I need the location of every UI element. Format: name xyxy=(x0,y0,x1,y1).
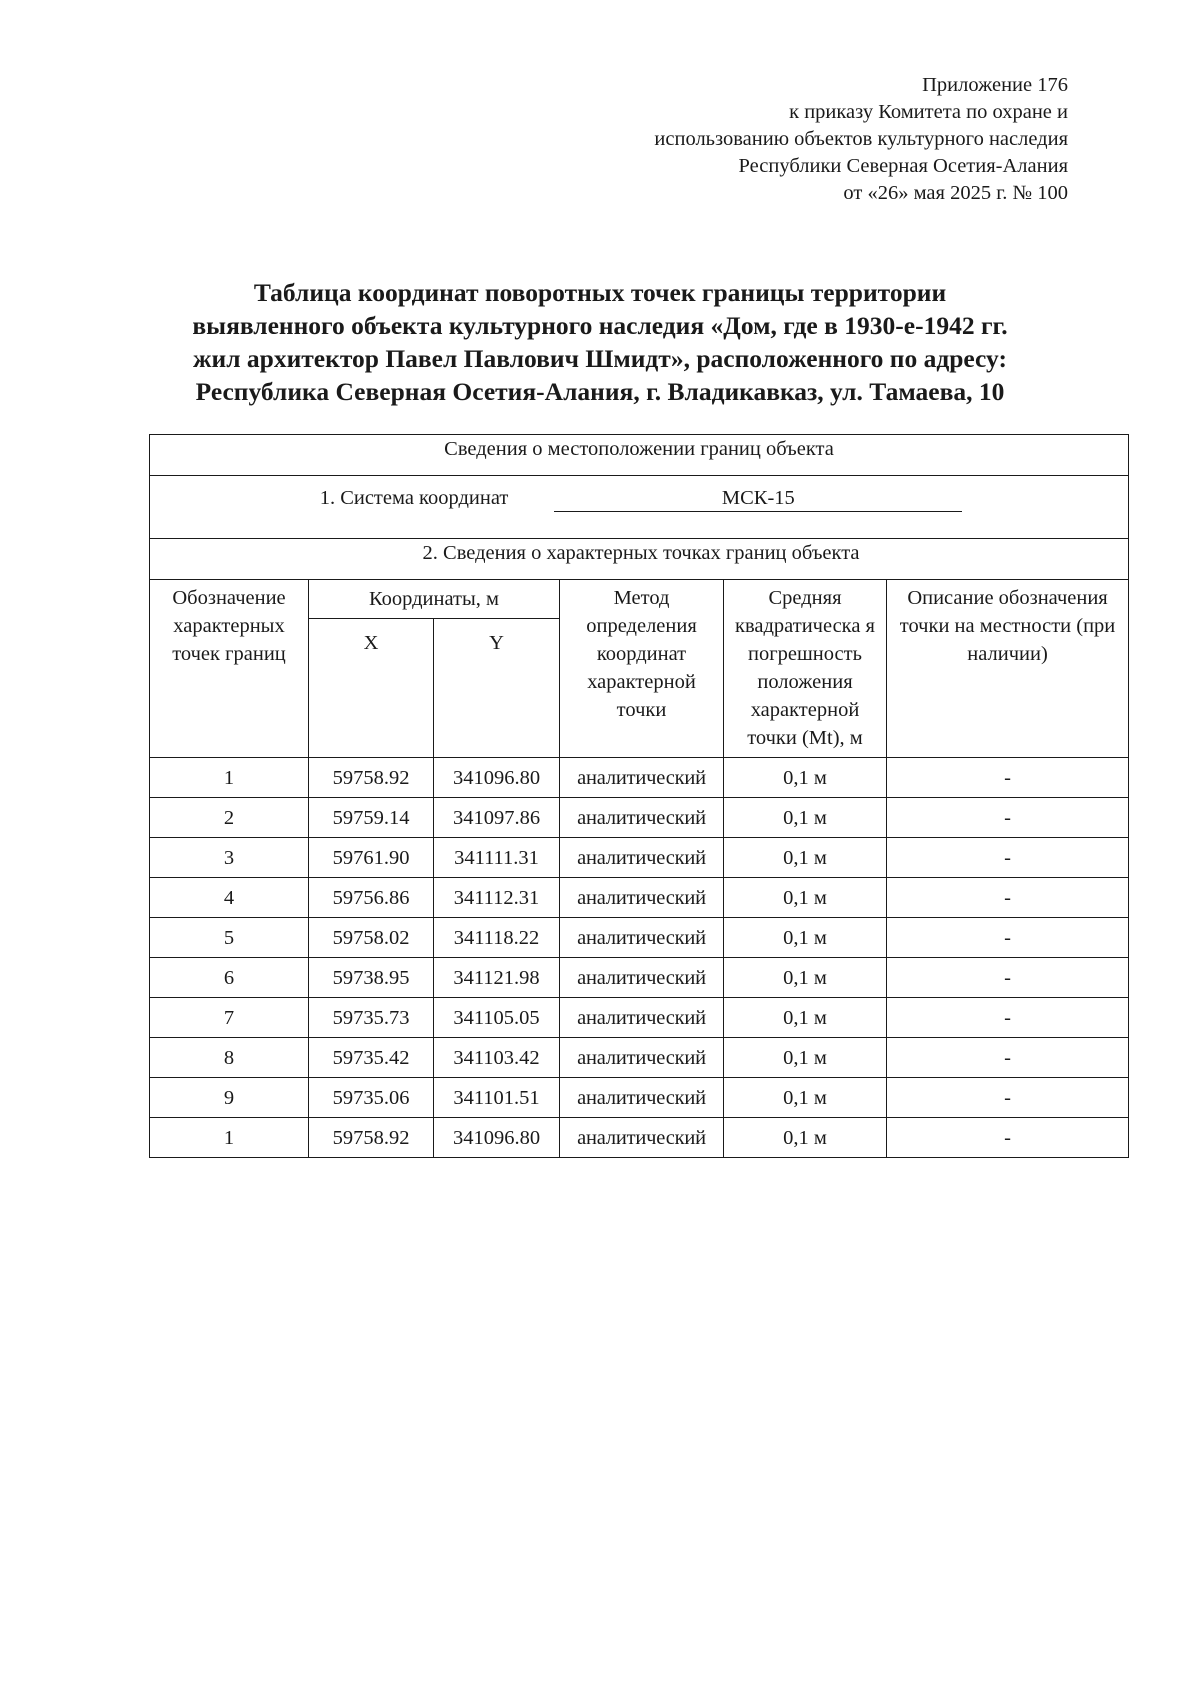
cell-description: - xyxy=(887,958,1129,998)
cell-y: 341101.51 xyxy=(434,1078,560,1118)
cell-method: аналитический xyxy=(560,918,724,958)
cell-method: аналитический xyxy=(560,1078,724,1118)
cell-x: 59759.14 xyxy=(309,798,434,838)
table-row xyxy=(150,758,1129,798)
cell-point: 3 xyxy=(150,838,309,878)
table-row xyxy=(150,878,1129,918)
cell-point: 1 xyxy=(150,1118,309,1158)
cell-x: 59761.90 xyxy=(309,838,434,878)
cell-x: 59758.92 xyxy=(309,758,434,798)
table-row xyxy=(150,1038,1129,1078)
cell-error: 0,1 м xyxy=(724,1078,887,1118)
cell-point: 4 xyxy=(150,878,309,918)
cell-method: аналитический xyxy=(560,798,724,838)
cell-description: - xyxy=(887,1078,1129,1118)
header-error-text: Средняя квадратическа я погрешность положения характерной точки (Mt), м xyxy=(735,587,875,749)
cell-method: аналитический xyxy=(560,758,724,798)
coordinates-table xyxy=(149,434,1129,1158)
appendix-line: от «26» мая 2025 г. № 100 xyxy=(843,182,1068,204)
section-heading: Сведения о местоположении границ объекта xyxy=(150,435,1129,476)
cell-y: 341121.98 xyxy=(434,958,560,998)
cell-method: аналитический xyxy=(560,1118,724,1158)
header-coordinates: Координаты, м xyxy=(309,580,560,619)
header-method xyxy=(560,580,724,758)
cell-x: 59738.95 xyxy=(309,958,434,998)
header-designation-text: Обозначение характерных точек границ xyxy=(172,587,286,665)
table-header-block xyxy=(150,435,1129,758)
appendix-line: Республики Северная Осетия-Алания xyxy=(738,155,1068,177)
cell-x: 59758.02 xyxy=(309,918,434,958)
cell-y: 341105.05 xyxy=(434,998,560,1038)
cell-description: - xyxy=(887,758,1129,798)
points-heading-row xyxy=(150,539,1129,580)
header-x xyxy=(309,619,434,758)
cell-method: аналитический xyxy=(560,878,724,918)
cell-error: 0,1 м xyxy=(724,1118,887,1158)
appendix-line: использованию объектов культурного наследия xyxy=(654,128,1068,150)
cell-method: аналитический xyxy=(560,838,724,878)
appendix-line: Приложение 176 xyxy=(922,74,1068,96)
header-description-text: Описание обозначения точки на местности (при наличии) xyxy=(899,587,1116,665)
cell-point: 6 xyxy=(150,958,309,998)
cell-y: 341096.80 xyxy=(434,1118,560,1158)
header-method-text: Метод определения координат характерной точки xyxy=(586,587,697,721)
cell-error: 0,1 м xyxy=(724,918,887,958)
cell-x: 59758.92 xyxy=(309,1118,434,1158)
cell-description: - xyxy=(887,798,1129,838)
cell-error: 0,1 м xyxy=(724,878,887,918)
title-line: выявленного объекта культурного наследия «Дом, где в 1930-е-1942 гг. xyxy=(192,311,1008,340)
cell-y: 341118.22 xyxy=(434,918,560,958)
header-designation xyxy=(150,580,309,758)
cell-point: 7 xyxy=(150,998,309,1038)
appendix-header xyxy=(654,72,1068,207)
cell-error: 0,1 м xyxy=(724,1038,887,1078)
table-row xyxy=(150,1078,1129,1118)
title-line: жил архитектор Павел Павлович Шмидт», расположенного по адресу: xyxy=(193,344,1007,373)
cell-point: 2 xyxy=(150,798,309,838)
table-row xyxy=(150,838,1129,878)
cell-point: 1 xyxy=(150,758,309,798)
cell-method: аналитический xyxy=(560,1038,724,1078)
cell-description: - xyxy=(887,1038,1129,1078)
cell-error: 0,1 м xyxy=(724,798,887,838)
cell-y: 341112.31 xyxy=(434,878,560,918)
header-description xyxy=(887,580,1129,758)
cell-error: 0,1 м xyxy=(724,958,887,998)
header-y-text: Y xyxy=(489,632,504,654)
header-x-text: X xyxy=(363,632,379,654)
cell-point: 9 xyxy=(150,1078,309,1118)
cell-y: 341096.80 xyxy=(434,758,560,798)
cell-error: 0,1 м xyxy=(724,998,887,1038)
header-y xyxy=(434,619,560,758)
coordinate-system-label: 1. Система координат xyxy=(319,487,509,509)
appendix-line: к приказу Комитета по охране и xyxy=(789,101,1068,123)
table-row xyxy=(150,918,1129,958)
cell-y: 341097.86 xyxy=(434,798,560,838)
cell-description: - xyxy=(887,838,1129,878)
table-body xyxy=(150,758,1129,1158)
cell-y: 341103.42 xyxy=(434,1038,560,1078)
cell-description: - xyxy=(887,998,1129,1038)
cell-y: 341111.31 xyxy=(434,838,560,878)
coordinate-system-row xyxy=(150,476,1129,539)
table-row xyxy=(150,798,1129,838)
header-error xyxy=(724,580,887,758)
cell-description: - xyxy=(887,918,1129,958)
cell-x: 59735.73 xyxy=(309,998,434,1038)
cell-error: 0,1 м xyxy=(724,758,887,798)
table-row xyxy=(150,998,1129,1038)
document-title xyxy=(150,276,1050,408)
cell-point: 5 xyxy=(150,918,309,958)
cell-description: - xyxy=(887,878,1129,918)
title-line: Таблица координат поворотных точек границы территории xyxy=(253,278,947,307)
cell-method: аналитический xyxy=(560,958,724,998)
table-row xyxy=(150,1118,1129,1158)
title-line: Республика Северная Осетия-Алания, г. Владикавказ, ул. Тамаева, 10 xyxy=(195,377,1005,406)
cell-point: 8 xyxy=(150,1038,309,1078)
cell-x: 59735.06 xyxy=(309,1078,434,1118)
coordinate-system-value: МСК-15 xyxy=(554,485,962,512)
cell-method: аналитический xyxy=(560,998,724,1038)
cell-error: 0,1 м xyxy=(724,838,887,878)
table-row xyxy=(150,958,1129,998)
points-heading: 2. Сведения о характерных точках границ объекта xyxy=(422,542,860,564)
cell-x: 59756.86 xyxy=(309,878,434,918)
cell-x: 59735.42 xyxy=(309,1038,434,1078)
cell-description: - xyxy=(887,1118,1129,1158)
